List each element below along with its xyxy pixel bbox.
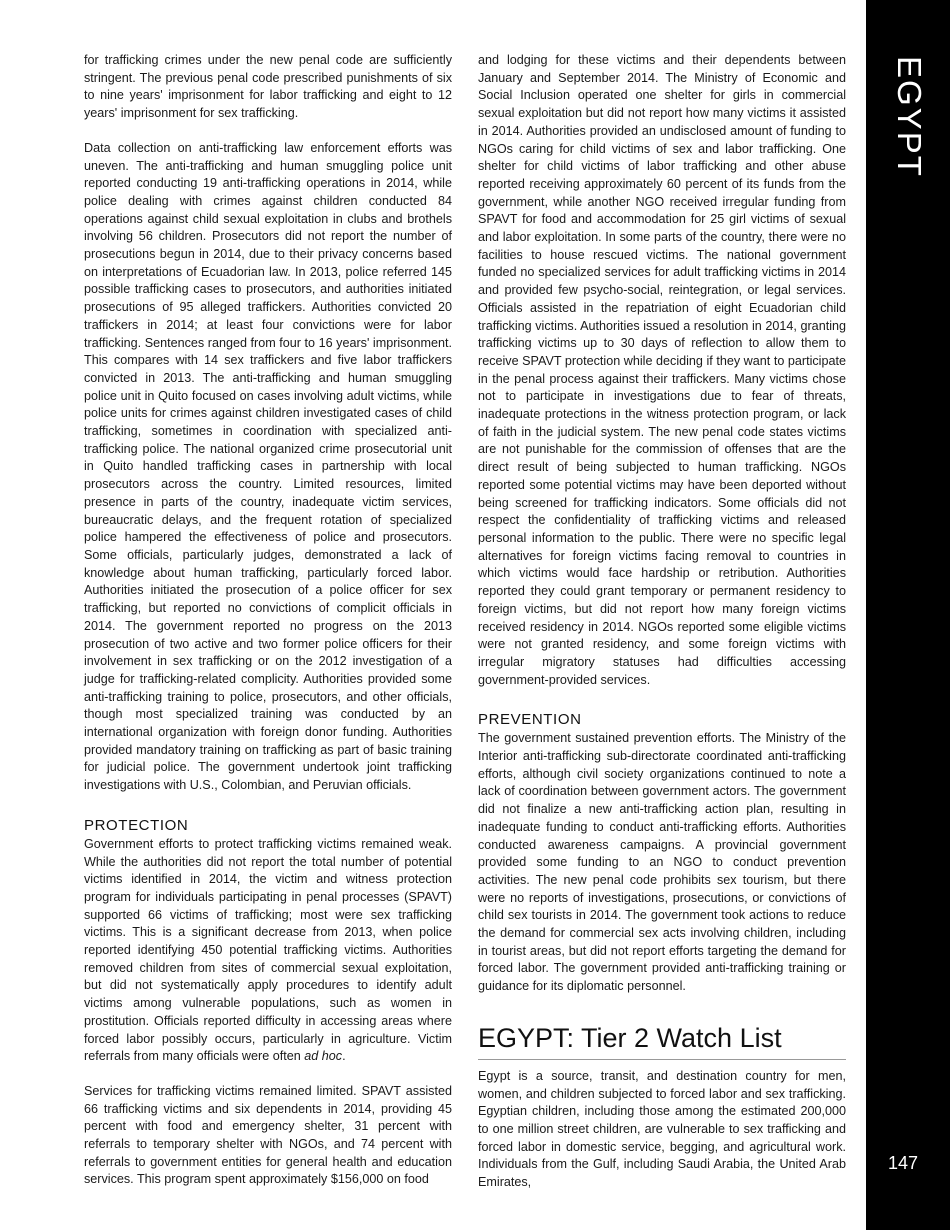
paragraph-text: Government efforts to protect trafficking victims remained weak. While the authorities did not report the total number of potential victims identified in 2014, the victim and witness protection program for individuals participating in penal processes (SPAVT) supported 66 victims of trafficking; most were sex trafficking victims. This is a significant decrease from 2013, when police reported identifying 450 potential trafficking victims. Authorities removed children from sites of commercial sexual exploitation, but did not systematically apply procedures to identify adult victims among vulnerable populations, such as women in prostitution. Officials reported difficulty in accessing areas where forced labor possibly occurs, particularly in agriculture. Victim referrals from many officials were often: [84, 836, 452, 1064]
section-heading-protection: PROTECTION: [84, 816, 189, 834]
page-number: 147: [888, 1153, 919, 1173]
left-column: [84, 52, 452, 1189]
country-tab: [889, 56, 929, 176]
country-section-title: EGYPT: Tier 2 Watch List: [478, 1022, 846, 1060]
sidebar-tab: [866, 0, 950, 1230]
paragraph: Data collection on anti-trafficking law enforcement efforts was uneven. The anti-trafficking and human smuggling police unit reported conducting 19 anti-trafficking operations in 2014, while police dealing with crimes against children conducted 84 operations against child sexual exploitation in clubs and brothels involving 56 children. Prosecutors did not report the number of prosecutions begun in 2014, due to their privacy concerns based on interpretations of Ecuadorian law. In 2013, police referred 145 possible trafficking cases to prosecutors, and authorities initiated prosecutions of 95 alleged traffickers. Authorities convicted 20 traffickers in 2014; at least four convictions were for labor trafficking. Sentences ranged from four to 16 years' imprisonment. This compares with 14 sex traffickers and five labor traffickers convicted in 2013. The anti-trafficking and human smuggling police unit in Quito focused on cases involving adult victims, while police units for crimes against children investigated cases of child trafficking, sometimes in coordination with specialized anti-trafficking police. The national organized crime prosecutorial unit in Quito handled trafficking cases in partnership with local prosecutors across the country. Limited resources, limited presence in parts of the country, inadequate victim services, bureaucratic delays, and the frequent rotation of specialized police hampered the effectiveness of police and prosecutors. Some officials, particularly judges, demonstrated a lack of knowledge about human trafficking, particularly forced labor. Authorities initiated the prosecution of a police officer for sex trafficking, but reported no convictions of complicit officials in 2014. The government reported no progress on the 2013 prosecution of two active and two former police officers for their involvement in sex trafficking or on the 2012 investigation of a judge for trafficking-related complicity. Authorities provided some anti-trafficking training to police, prosecutors, and other officials, though most specialized training was conducted by an international organization with foreign donor funding. Authorities provided mandatory training on trafficking as part of basic training for judicial police. The government undertook joint trafficking investigations with U.S., Colombian, and Peruvian officials.: [84, 140, 452, 793]
paragraph: for trafficking crimes under the new penal code are sufficiently stringent. The previous penal code prescribed punishments of six to nine years' imprisonment for labor trafficking and eight to 12 years' imprisonment for sex trafficking.: [84, 53, 452, 121]
right-column: [478, 52, 846, 1192]
paragraph: The government sustained prevention efforts. The Ministry of the Interior anti-trafficking sub-directorate coordinated anti-trafficking efforts, although civil society organizations continued to note a lack of coordination between government actors. The government did not finalize a new anti-trafficking action plan, resulting in inadequate funding to conduct anti-trafficking efforts. Authorities conducted awareness campaigns. A provincial government provided some funding to an NGO to conduct prevention activities. The new penal code prohibits sex tourism, but there were no reports of investigations, prosecutions, or convictions of child sex tourists in 2014. The government took actions to reduce the demand for commercial sex acts involving children, including in tourist areas, but did not report efforts targeting the demand for forced labor. The government provided anti-trafficking training or guidance for its diplomatic personnel.: [478, 731, 846, 994]
paragraph: and lodging for these victims and their dependents between January and September 2014. The Ministry of Economic and Social Inclusion operated one shelter for girls in commercial sexual exploitation but did not report how many victims it assisted in 2014. Authorities provided an undisclosed amount of funding to NGOs caring for child victims of sex and labor trafficking. One shelter for child victims of labor trafficking and other abuse reported receiving approximately 60 percent of its funds from the government, while another NGO received irregular funding from SPAVT for food and accommodation for 25 girl victims of sexual and labor exploitation. In some parts of the country, there were no facilities to house rescued victims. The national government funded no specialized services for adult trafficking victims in 2014 and provided few psycho-social, reintegration, or legal services. Officials assisted in the repatriation of eight Ecuadorian child trafficking victims. Authorities issued a resolution in 2014, granting trafficking victims up to 30 days of reflection to allow them to receive SPAVT protection while deciding if they want to participate in the penal process against their traffickers. Many victims chose not to participate in investigations due to fear of threats, inadequate protections in the witness protection program, or lack of faith in the judicial system. The new penal code states victims are not punishable for the commission of offenses that are the direct result of being subjected to human trafficking. NGOs reported some potential victims may have been deported without being screened for trafficking indicators. Some officials did not respect the confidentiality of trafficking victims and released personal information to the public. There were no specific legal alternatives for foreign victims facing removal to countries in which victims would face hardship or retribution. Authorities reported they could grant temporary or permanent residency to foreign victims, but did not report how many foreign victims received residency in 2014. NGOs reported some eligible victims were not granted residency, and some foreign victims with irregular migratory statuses had difficulties accessing government-provided services.: [478, 53, 846, 687]
paragraph: Services for trafficking victims remained limited. SPAVT assisted 66 trafficking victims and six dependents in 2014, providing 45 percent with food and emergency shelter, 31 percent with referrals to temporary shelter with NGOs, and 74 percent with referrals to government entities for general health and education services. This program spent approximately $156,000 on food: [84, 1083, 452, 1187]
italic-text: ad hoc: [304, 1049, 343, 1064]
paragraph: [84, 836, 452, 1066]
section-heading-prevention: PREVENTION: [478, 711, 582, 729]
country-name: EGYPT: [891, 56, 928, 178]
paragraph-text-end: .: [342, 1049, 346, 1064]
paragraph: Egypt is a source, transit, and destination country for men, women, and children subjected to forced labor and sex trafficking. Egyptian children, including those among the estimated 200,000 to one million street children, are vulnerable to sex trafficking and forced labor in domestic service, begging, and agricultural work. Individuals from the Gulf, including Saudi Arabia, the United Arab Emirates,: [478, 1068, 846, 1190]
